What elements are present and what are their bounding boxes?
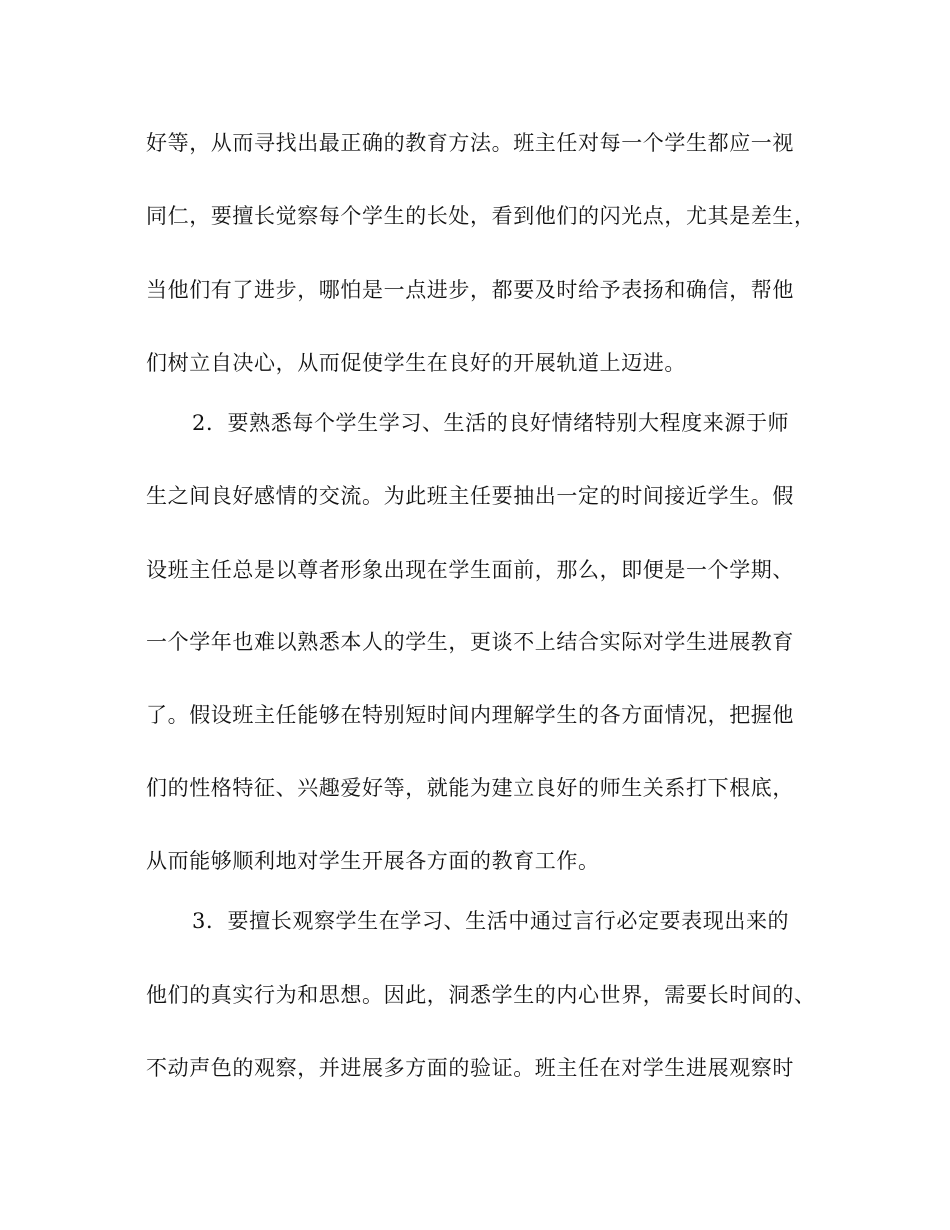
paragraph-line: 2．要熟悉每个学生学习、生活的良好情绪特别大程度来源于师	[192, 411, 790, 435]
paragraph-line: 3．要擅长观察学生在学习、生活中通过言行必定要表现出来的	[192, 909, 790, 933]
paragraph-line: 设班主任总是以尊者形象出现在学生面前，那么，即便是一个学期、	[146, 558, 794, 582]
paragraph-line: 不动声色的观察，并进展多方面的验证。班主任在对学生进展观察时	[146, 1056, 794, 1080]
paragraph-line: 同仁，要擅长觉察每个学生的长处，看到他们的闪光点，尤其是差生，	[146, 204, 816, 228]
paragraph-line: 生之间良好感情的交流。为此班主任要抽出一定的时间接近学生。假	[146, 484, 794, 508]
paragraph-line: 了。假设班主任能够在特别短时间内理解学生的各方面情况，把握他	[146, 703, 794, 727]
paragraph-line: 当他们有了进步，哪怕是一点进步，都要及时给予表扬和确信，帮他	[146, 278, 794, 302]
paragraph-line: 从而能够顺利地对学生开展各方面的教育工作。	[146, 849, 600, 873]
paragraph-line: 好等，从而寻找出最正确的教育方法。班主任对每一个学生都应一视	[146, 131, 794, 155]
paragraph-line: 们树立自决心，从而促使学生在良好的开展轨道上迈进。	[146, 351, 686, 375]
paragraph-line: 们的性格特征、兴趣爱好等，就能为建立良好的师生关系打下根底，	[146, 776, 794, 800]
paragraph-line: 他们的真实行为和思想。因此，洞悉学生的内心世界，需要长时间的、	[146, 983, 816, 1007]
paragraph-line: 一个学年也难以熟悉本人的学生，更谈不上结合实际对学生进展教育	[146, 630, 794, 654]
